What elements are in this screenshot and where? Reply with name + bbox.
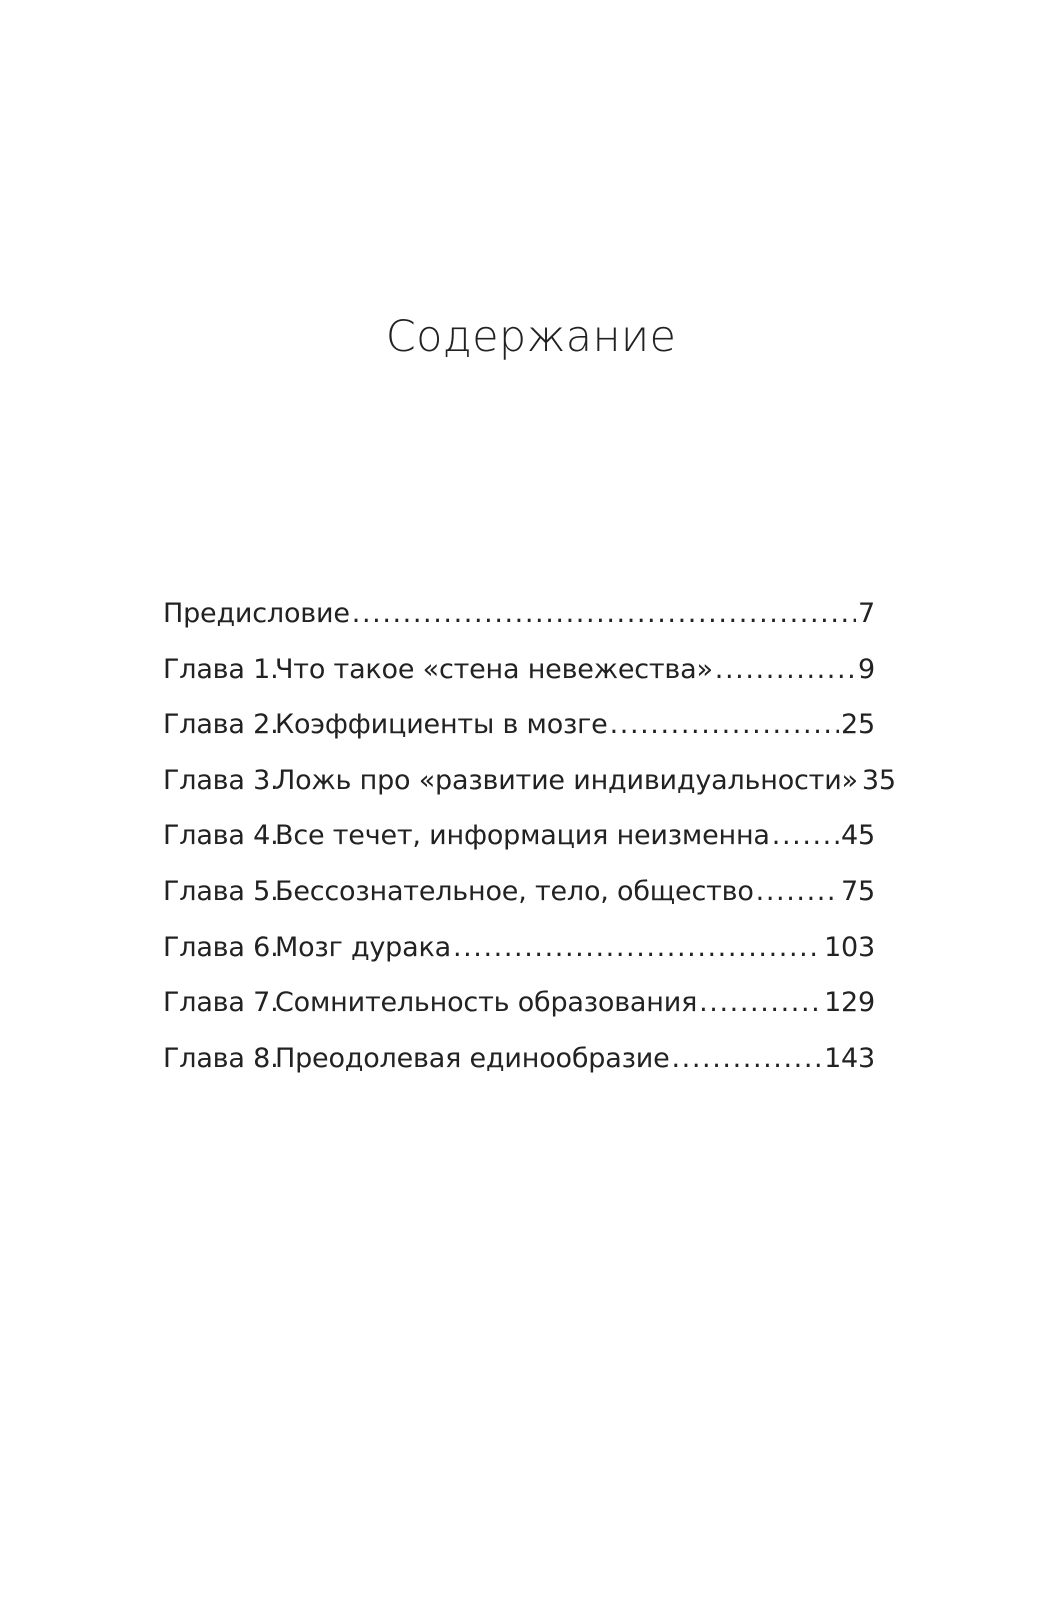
toc-entry-preface[interactable] <box>163 592 875 648</box>
toc-entry-chapter-1[interactable] <box>163 648 875 704</box>
toc-dot-leader <box>756 870 839 914</box>
toc-entry-chapter-6[interactable] <box>163 926 875 982</box>
toc-page-number: 25 <box>841 709 875 741</box>
toc-entry-title: Все течет, информация неизменна <box>275 820 770 852</box>
toc-chapter-number: Глава 6. <box>163 931 279 963</box>
toc-entry-chapter-7[interactable] <box>163 981 875 1037</box>
toc-chapter-number: Глава 5. <box>163 875 279 907</box>
page-title: Содержание <box>385 311 677 362</box>
toc-chapter-number: Глава 3. <box>163 764 279 796</box>
toc-page-number: 9 <box>858 653 875 685</box>
toc-dot-leader <box>453 926 822 970</box>
toc-entry-chapter-3[interactable] <box>163 759 896 815</box>
toc-page-number: 7 <box>858 598 875 629</box>
toc-page-number: 143 <box>824 1042 875 1074</box>
toc-entry-title: Бессознательное, тело, общество <box>275 875 754 907</box>
toc-page-number: 129 <box>824 987 875 1019</box>
toc-chapter-number: Глава 7. <box>163 987 279 1019</box>
toc-page-number: 75 <box>841 875 875 907</box>
toc-dot-leader <box>671 1037 822 1081</box>
toc-chapter-number: Глава 1. <box>163 653 279 685</box>
toc-entry-title: Мозг дурака <box>275 931 451 963</box>
toc-dot-leader <box>699 981 822 1025</box>
toc-chapter-number: Глава 4. <box>163 820 279 852</box>
toc-page-number: 45 <box>841 820 875 852</box>
toc-entry-chapter-4[interactable] <box>163 814 875 870</box>
toc-page-number: 35 <box>861 764 896 796</box>
toc-entry-title: Коэффициенты в мозге <box>275 709 608 741</box>
toc-entry-title: Предисловие <box>163 598 350 629</box>
toc-dot-leader <box>610 703 839 747</box>
toc-chapter-number: Глава 8. <box>163 1042 279 1074</box>
toc-chapter-number: Глава 2. <box>163 709 279 741</box>
toc-entry-chapter-5[interactable] <box>163 870 875 926</box>
toc-dot-leader <box>772 814 839 858</box>
toc-dot-leader <box>715 648 856 692</box>
toc-page-number: 103 <box>824 931 875 963</box>
toc-entry-title: Что такое «стена невежества» <box>275 653 713 685</box>
toc-entry-chapter-2[interactable] <box>163 703 875 759</box>
toc-entry-chapter-8[interactable] <box>163 1037 875 1093</box>
toc-dot-leader <box>352 592 856 636</box>
toc-entry-title: Преодолевая единообразие <box>275 1042 670 1074</box>
toc-entry-title: Сомнительность образования <box>275 987 698 1019</box>
toc-entry-title: Ложь про «развитие индивидуальности» <box>275 764 858 796</box>
table-of-contents <box>163 592 896 1092</box>
